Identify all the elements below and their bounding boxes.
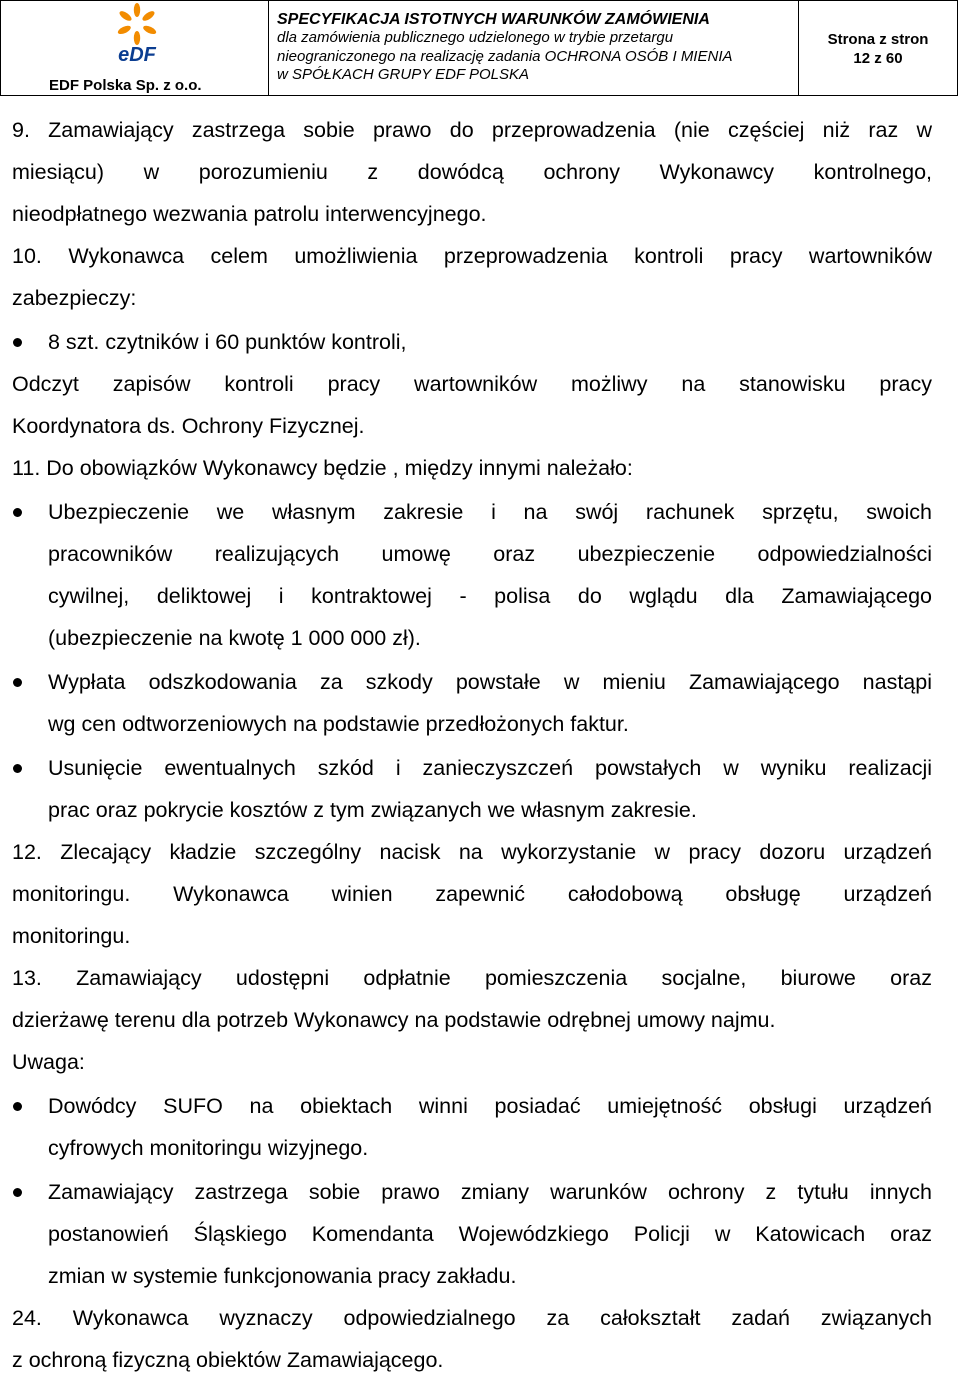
bullet-icon (13, 678, 22, 687)
paragraph-line: zabezpieczy: (12, 286, 137, 310)
page-number-cell (799, 1, 957, 95)
bullet-item-line: pracowników realizujących umowę oraz ubezpieczenie odpowiedzialności (48, 542, 932, 566)
bullet-item-line: cywilnej, deliktowej i kontraktowej - polisa do wglądu dla Zamawiającego (48, 584, 932, 608)
bullet-icon (13, 764, 22, 773)
bullet-item-line: prac oraz pokrycie kosztów z tym związanych we własnym zakresie. (48, 798, 697, 822)
note-label: Uwaga: (12, 1050, 85, 1074)
paragraph-line: miesiącu) w porozumieniu z dowódcą ochrony Wykonawcy kontrolnego, (12, 160, 932, 184)
paragraph-line: 24. Wykonawca wyznaczy odpowiedzialnego za całokształt zadań związanych (12, 1306, 932, 1330)
spec-subtitle-line: nieograniczonego na realizację zadania OCHRONA OSÓB I MIENIA (277, 47, 733, 65)
bullet-item-line: Wypłata odszkodowania za szkody powstałe w mieniu Zamawiającego nastąpi (48, 670, 932, 694)
bullet-item-line: 8 szt. czytników i 60 punktów kontroli, (48, 330, 407, 354)
page-number: 12 z 60 (853, 50, 903, 67)
document-header (0, 0, 958, 96)
bullet-icon (13, 508, 22, 517)
spec-title-cell (269, 1, 799, 95)
paragraph-line: 10. Wykonawca celem umożliwienia przeprowadzenia kontroli pracy wartowników (12, 244, 932, 268)
bullet-item-line: cyfrowych monitoringu wizyjnego. (48, 1136, 369, 1160)
spec-subtitle-line: dla zamówienia publicznego udzielonego w trybie przetargu (277, 29, 674, 46)
paragraph-line: nieodpłatnego wezwania patrolu interwencyjnego. (12, 202, 487, 226)
spec-subtitle-line: w SPÓŁKACH GRUPY EDF POLSKA (277, 66, 530, 83)
page-label: Strona z stron (827, 31, 929, 48)
paragraph-line: 12. Zlecający kładzie szczególny nacisk na wykorzystanie w pracy dozoru urządzeń (12, 840, 932, 864)
edf-logo-text: eDF (118, 44, 156, 65)
paragraph-line: monitoringu. (12, 924, 131, 948)
paragraph-line: Koordynatora ds. Ochrony Fizycznej. (12, 414, 365, 438)
bullet-icon (13, 1188, 22, 1197)
paragraph-line: z ochroną fizyczną obiektów Zamawiającego. (12, 1348, 444, 1372)
bullet-item-line: Usunięcie ewentualnych szkód i zanieczyszczeń powstałych w wyniku realizacji (48, 756, 932, 780)
bullet-item-line: (ubezpieczenie na kwotę 1 000 000 zł). (48, 626, 421, 650)
bullet-item-line: Dowódcy SUFO na obiektach winni posiadać umiejętność obsługi urządzeń (48, 1094, 932, 1118)
bullet-icon (13, 338, 22, 347)
paragraph-line: 9. Zamawiający zastrzega sobie prawo do przeprowadzenia (nie częściej niż raz w (12, 118, 932, 142)
paragraph-line: 13. Zamawiający udostępni odpłatnie pomieszczenia socjalne, biurowe oraz (12, 966, 932, 990)
paragraph-line: Odczyt zapisów kontroli pracy wartowników możliwy na stanowisku pracy (12, 372, 932, 396)
paragraph-line: monitoringu. Wykonawca winien zapewnić całodobową obsługę urządzeń (12, 882, 932, 906)
edf-logo (109, 3, 165, 65)
bullet-icon (13, 1102, 22, 1111)
bullet-item-line: zmian w systemie funkcjonowania pracy zakładu. (48, 1264, 517, 1288)
bullet-item-line: postanowień Śląskiego Komendanta Wojewódzkiego Policji w Katowicach oraz (48, 1222, 932, 1246)
logo-cell (1, 1, 269, 95)
paragraph-line: dzierżawę terenu dla potrzeb Wykonawcy na podstawie odrębnej umowy najmu. (12, 1008, 776, 1032)
bullet-item-line: Ubezpieczenie we własnym zakresie i na swój rachunek sprzętu, swoich (48, 500, 932, 524)
spec-title: SPECYFIKACJA ISTOTNYCH WARUNKÓW ZAMÓWIENIA (277, 11, 710, 28)
paragraph-line: 11. Do obowiązków Wykonawcy będzie , między innymi należało: (12, 456, 633, 480)
bullet-item-line: wg cen odtworzeniowych na podstawie przedłożonych faktur. (48, 712, 629, 736)
company-name: EDF Polska Sp. z o.o. (49, 77, 202, 94)
bullet-item-line: Zamawiający zastrzega sobie prawo zmiany warunków ochrony z tytułu innych (48, 1180, 932, 1204)
